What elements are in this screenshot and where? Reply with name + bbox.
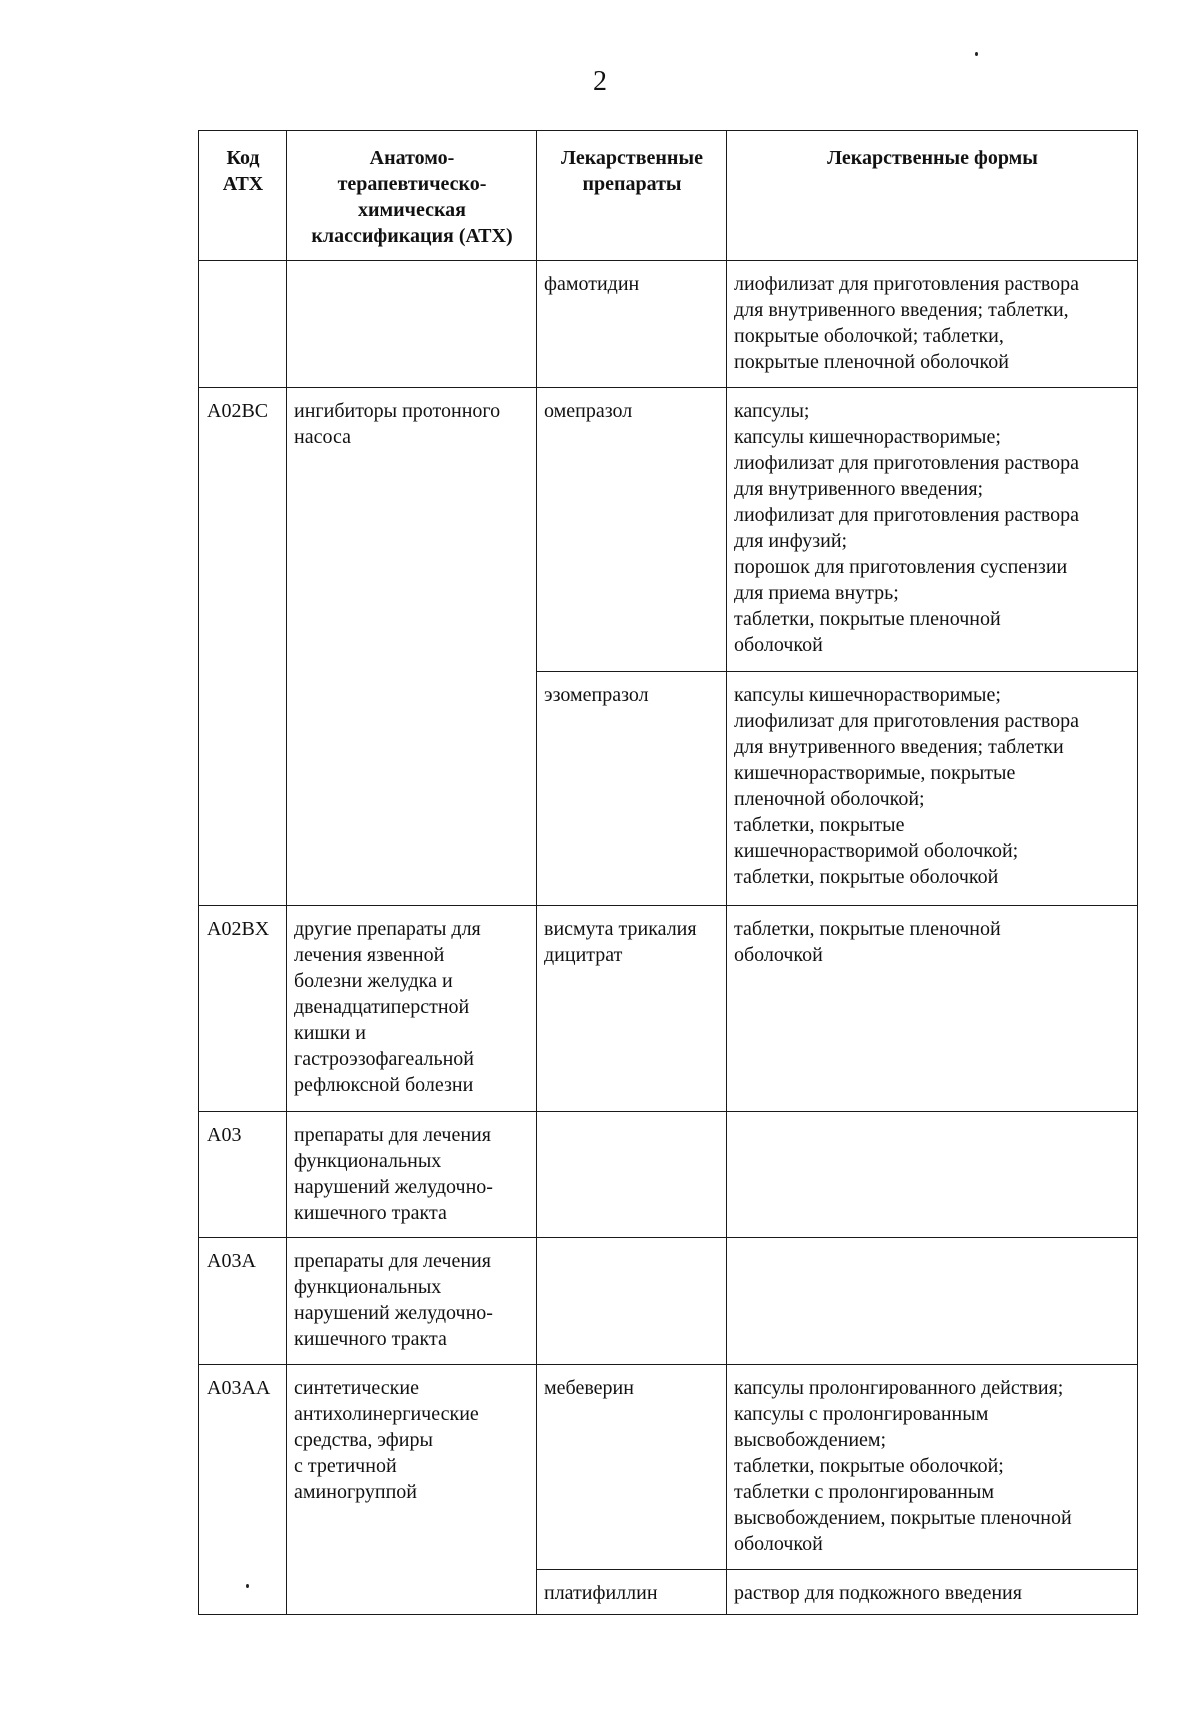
cell-text-line: порошок для приготовления суспензии xyxy=(734,556,1068,578)
dosage-forms-cell xyxy=(727,1238,1138,1365)
atx-code-cell: A03AA xyxy=(199,1365,287,1615)
header-code xyxy=(199,131,287,261)
cell-text-line: омепразол xyxy=(544,400,633,422)
cell-text-line: мебеверин xyxy=(544,1377,634,1399)
cell-text-line: кишки и xyxy=(294,1022,366,1044)
cell-text-line: лиофилизат для приготовления раствора xyxy=(734,273,1080,295)
cell-text-line: нарушений желудочно- xyxy=(294,1176,493,1198)
cell-text-line: пленочной оболочкой; xyxy=(734,788,925,810)
cell-text-line: раствор для подкожного введения xyxy=(734,1582,1022,1604)
atx-class-cell xyxy=(287,261,537,388)
cell-text-line: покрытые пленочной оболочкой xyxy=(734,351,1009,373)
table-row xyxy=(199,906,1138,1112)
cell-text-line: кишечного тракта xyxy=(294,1328,447,1350)
dosage-forms-cell xyxy=(727,1570,1138,1615)
atx-code-cell: A03 xyxy=(199,1112,287,1238)
page-number: 2 xyxy=(593,66,607,97)
scan-speck xyxy=(975,52,978,56)
cell-text-line: капсулы кишечнорастворимые; xyxy=(734,684,1001,706)
cell-text-line: Анатомо- xyxy=(369,147,455,169)
cell-text-line: платифиллин xyxy=(544,1582,658,1604)
drug-name-cell xyxy=(537,1570,727,1615)
cell-text-line: таблетки с пролонгированным xyxy=(734,1481,995,1503)
cell-text-line: другие препараты для xyxy=(294,918,481,940)
cell-text-line: терапевтическо- xyxy=(337,173,487,195)
header-forms xyxy=(727,131,1138,261)
cell-text-line: Код xyxy=(226,147,260,169)
table-row xyxy=(199,1365,1138,1570)
cell-text-line: лиофилизат для приготовления раствора xyxy=(734,504,1080,526)
cell-text-line: аминогруппой xyxy=(294,1481,417,1503)
table-row xyxy=(199,388,1138,672)
cell-text-line: синтетические xyxy=(294,1377,419,1399)
atx-class-cell xyxy=(287,1112,537,1238)
cell-text-line: Лекарственные формы xyxy=(827,147,1038,169)
cell-text-line: капсулы пролонгированного действия; xyxy=(734,1377,1064,1399)
atx-code-cell: A02BC xyxy=(199,388,287,906)
atx-class-cell xyxy=(287,1238,537,1365)
cell-text-line: двенадцатиперстной xyxy=(294,996,470,1018)
cell-text-line: покрытые оболочкой; таблетки, xyxy=(734,325,1004,347)
cell-text-line: АТХ xyxy=(222,173,264,195)
cell-text-line: препараты для лечения xyxy=(294,1124,491,1146)
cell-text-line: болезни желудка и xyxy=(294,970,453,992)
cell-text-line: для внутривенного введения; xyxy=(734,478,984,500)
dosage-forms-cell xyxy=(727,906,1138,1112)
cell-text-line: Лекарственные xyxy=(561,147,703,169)
cell-text-line: для инфузий; xyxy=(734,530,848,552)
drug-name-cell xyxy=(537,261,727,388)
cell-text-line: оболочкой xyxy=(734,634,823,656)
cell-text-line: кишечнорастворимой оболочкой; xyxy=(734,840,1019,862)
cell-text-line: капсулы с пролонгированным xyxy=(734,1403,989,1425)
cell-text-line: дицитрат xyxy=(544,944,623,966)
table-row xyxy=(199,261,1138,388)
cell-text-line: кишечнорастворимые, покрытые xyxy=(734,762,1016,784)
atx-class-cell xyxy=(287,906,537,1112)
header-row xyxy=(199,131,1138,261)
dosage-forms-cell xyxy=(727,1365,1138,1570)
dosage-forms-cell xyxy=(727,261,1138,388)
cell-text-line: для внутривенного введения; таблетки xyxy=(734,736,1064,758)
drug-name-cell xyxy=(537,1112,727,1238)
atx-class-cell xyxy=(287,388,537,906)
cell-text-line: лиофилизат для приготовления раствора xyxy=(734,710,1080,732)
atx-class-cell xyxy=(287,1365,537,1615)
dosage-forms-cell xyxy=(727,672,1138,906)
cell-text-line: таблетки, покрытые xyxy=(734,814,905,836)
cell-text-line: классификация (АТХ) xyxy=(311,225,513,247)
cell-text-line: таблетки, покрытые пленочной xyxy=(734,918,1001,940)
header-drugs xyxy=(537,131,727,261)
atx-code-cell xyxy=(199,261,287,388)
cell-text-line: кишечного тракта xyxy=(294,1202,447,1224)
drug-name-cell xyxy=(537,388,727,672)
cell-text-line: высвобождением, покрытые пленочной xyxy=(734,1507,1072,1529)
cell-text-line: для приема внутрь; xyxy=(734,582,899,604)
table-row xyxy=(199,1238,1138,1365)
cell-text-line: препараты xyxy=(582,173,682,195)
cell-text-line: средства, эфиры xyxy=(294,1429,433,1451)
drug-name-cell xyxy=(537,1365,727,1570)
cell-text-line: ингибиторы протонного xyxy=(294,400,501,422)
cell-text-line: таблетки, покрытые пленочной xyxy=(734,608,1001,630)
cell-text-line: таблетки, покрытые оболочкой xyxy=(734,866,999,888)
cell-text-line: функциональных xyxy=(294,1150,442,1172)
cell-text-line: лиофилизат для приготовления раствора xyxy=(734,452,1080,474)
cell-text-line: лечения язвенной xyxy=(294,944,445,966)
cell-text-line: эзомепразол xyxy=(544,684,649,706)
cell-text-line: препараты для лечения xyxy=(294,1250,491,1272)
cell-text-line: для внутривенного введения; таблетки, xyxy=(734,299,1069,321)
atx-code-cell: A03A xyxy=(199,1238,287,1365)
cell-text-line: таблетки, покрытые оболочкой; xyxy=(734,1455,1004,1477)
cell-text-line: висмута трикалия xyxy=(544,918,697,940)
cell-text-line: фамотидин xyxy=(544,273,640,295)
cell-text-line: оболочкой xyxy=(734,1533,823,1555)
dosage-forms-cell xyxy=(727,1112,1138,1238)
cell-text-line: капсулы кишечнорастворимые; xyxy=(734,426,1001,448)
table-row xyxy=(199,1112,1138,1238)
cell-text-line: функциональных xyxy=(294,1276,442,1298)
cell-text-line: гастроэзофагеальной xyxy=(294,1048,475,1070)
atx-code-cell: A02BX xyxy=(199,906,287,1112)
drug-name-cell xyxy=(537,906,727,1112)
cell-text-line: оболочкой xyxy=(734,944,823,966)
table-header xyxy=(199,131,1138,261)
drug-name-cell xyxy=(537,1238,727,1365)
atx-table xyxy=(198,130,1138,1615)
cell-text-line: насоса xyxy=(294,426,351,448)
cell-text-line: капсулы; xyxy=(734,400,810,422)
cell-text-line: рефлюксной болезни xyxy=(294,1074,474,1096)
cell-text-line: с третичной xyxy=(294,1455,397,1477)
cell-text-line: антихолинергические xyxy=(294,1403,479,1425)
cell-text-line: нарушений желудочно- xyxy=(294,1302,493,1324)
cell-text-line: химическая xyxy=(358,199,466,221)
cell-text-line: высвобождением; xyxy=(734,1429,887,1451)
table-body xyxy=(199,261,1138,1615)
header-classification xyxy=(287,131,537,261)
dosage-forms-cell xyxy=(727,388,1138,672)
drug-name-cell xyxy=(537,672,727,906)
